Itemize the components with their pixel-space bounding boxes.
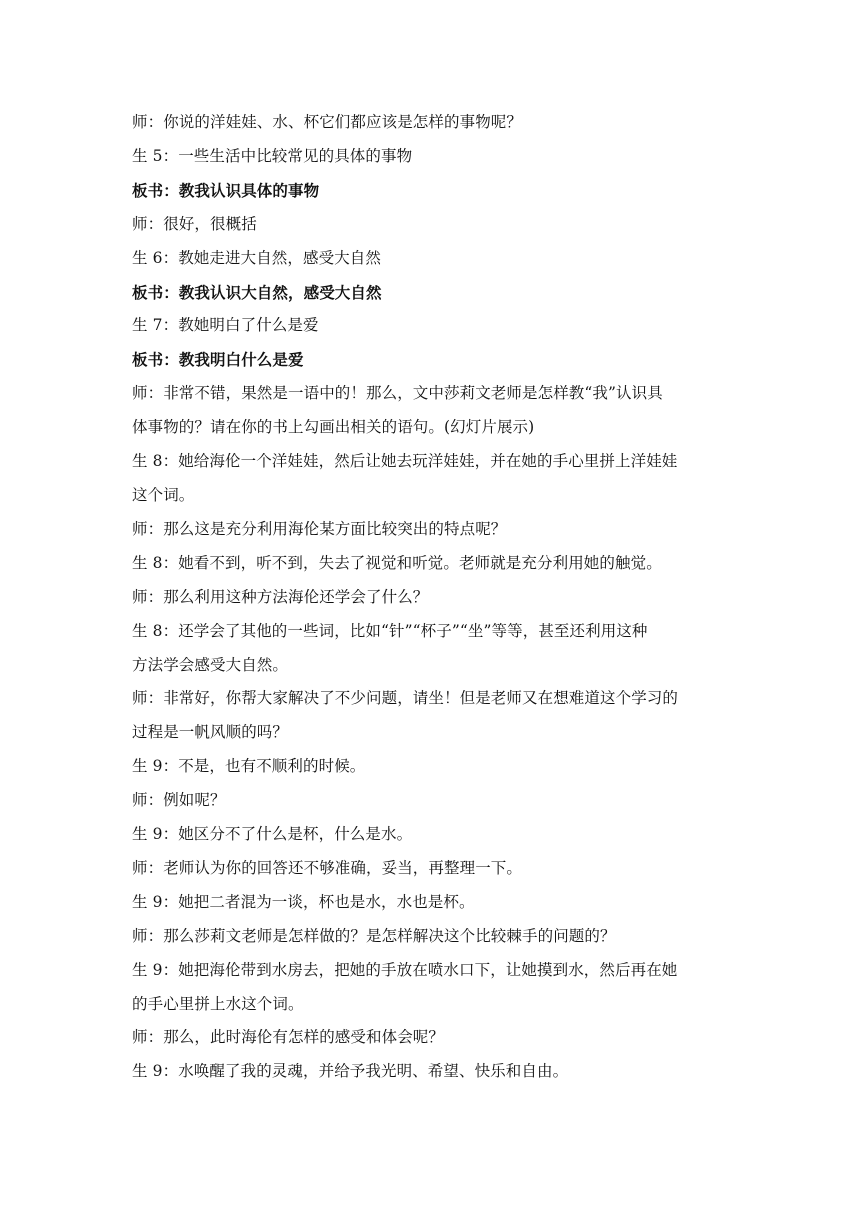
dialogue-line: 生 7：教她明白了什么是爱 (132, 316, 319, 335)
dialogue-line: 师：那么莎莉文老师是怎样做的？是怎样解决这个比较棘手的问题的？ (132, 926, 616, 945)
dialogue-line: 师：很好，很概括 (132, 214, 257, 233)
blackboard-note: 板书：教我认识具体的事物 (132, 180, 320, 200)
dialogue-line: 生 6：教她走进大自然，感受大自然 (132, 248, 381, 267)
dialogue-line: 生 8：她看不到，听不到，失去了视觉和听觉。老师就是充分利用她的触觉。 (132, 553, 662, 572)
dialogue-line: 这个词。 (132, 485, 195, 504)
dialogue-line: 师：非常不错，果然是一语中的！那么，文中莎莉文老师是怎样教“我”认识具 (132, 384, 663, 403)
dialogue-line: 的手心里拼上水这个词。 (132, 994, 304, 1013)
dialogue-line: 师：例如呢？ (132, 791, 226, 810)
dialogue-line: 师：那么这是充分利用海伦某方面比较突出的特点呢？ (132, 519, 507, 538)
dialogue-line: 师：你说的洋娃娃、水、杯它们都应该是怎样的事物呢？ (132, 113, 523, 131)
dialogue-line: 过程是一帆风顺的吗？ (132, 723, 289, 742)
dialogue-line: 师：那么，此时海伦有怎样的感受和体会呢？ (132, 1028, 445, 1047)
dialogue-line: 生 8：还学会了其他的一些词，比如“针”“杯子”“坐”等等，甚至还利用这种 (132, 621, 648, 640)
dialogue-line: 生 9：她区分不了什么是杯，什么是水。 (132, 825, 413, 844)
dialogue-line: 生 5：一些生活中比较常见的具体的事物 (132, 146, 413, 165)
dialogue-line: 师：那么利用这种方法海伦还学会了什么？ (132, 587, 429, 606)
blackboard-note: 板书：教我认识大自然，感受大自然 (132, 282, 382, 302)
dialogue-line: 师：非常好，你帮大家解决了不少问题，请坐！但是老师又在想难道这个学习的 (132, 689, 679, 708)
dialogue-line: 生 9：她把二者混为一谈，杯也是水，水也是杯。 (132, 892, 475, 911)
document-page (132, 106, 732, 1089)
dialogue-line: 生 9：她把海伦带到水房去，把她的手放在喷水口下，让她摸到水，然后再在她 (132, 960, 678, 979)
dialogue-line: 生 8：她给海伦一个洋娃娃，然后让她去玩洋娃娃，并在她的手心里拼上洋娃娃 (132, 452, 678, 471)
dialogue-line: 师：老师认为你的回答还不够准确，妥当，再整理一下。 (132, 858, 523, 877)
dialogue-line: 体事物的？请在你的书上勾画出相关的语句。(幻灯片展示) (132, 418, 535, 437)
blackboard-note: 板书：教我明白什么是爱 (132, 350, 304, 370)
dialogue-line: 方法学会感受大自然。 (132, 655, 289, 674)
dialogue-line: 生 9：不是，也有不顺利的时候。 (132, 757, 366, 776)
dialogue-line: 生 9：水唤醒了我的灵魂，并给予我光明、希望、快乐和自由。 (132, 1062, 569, 1081)
